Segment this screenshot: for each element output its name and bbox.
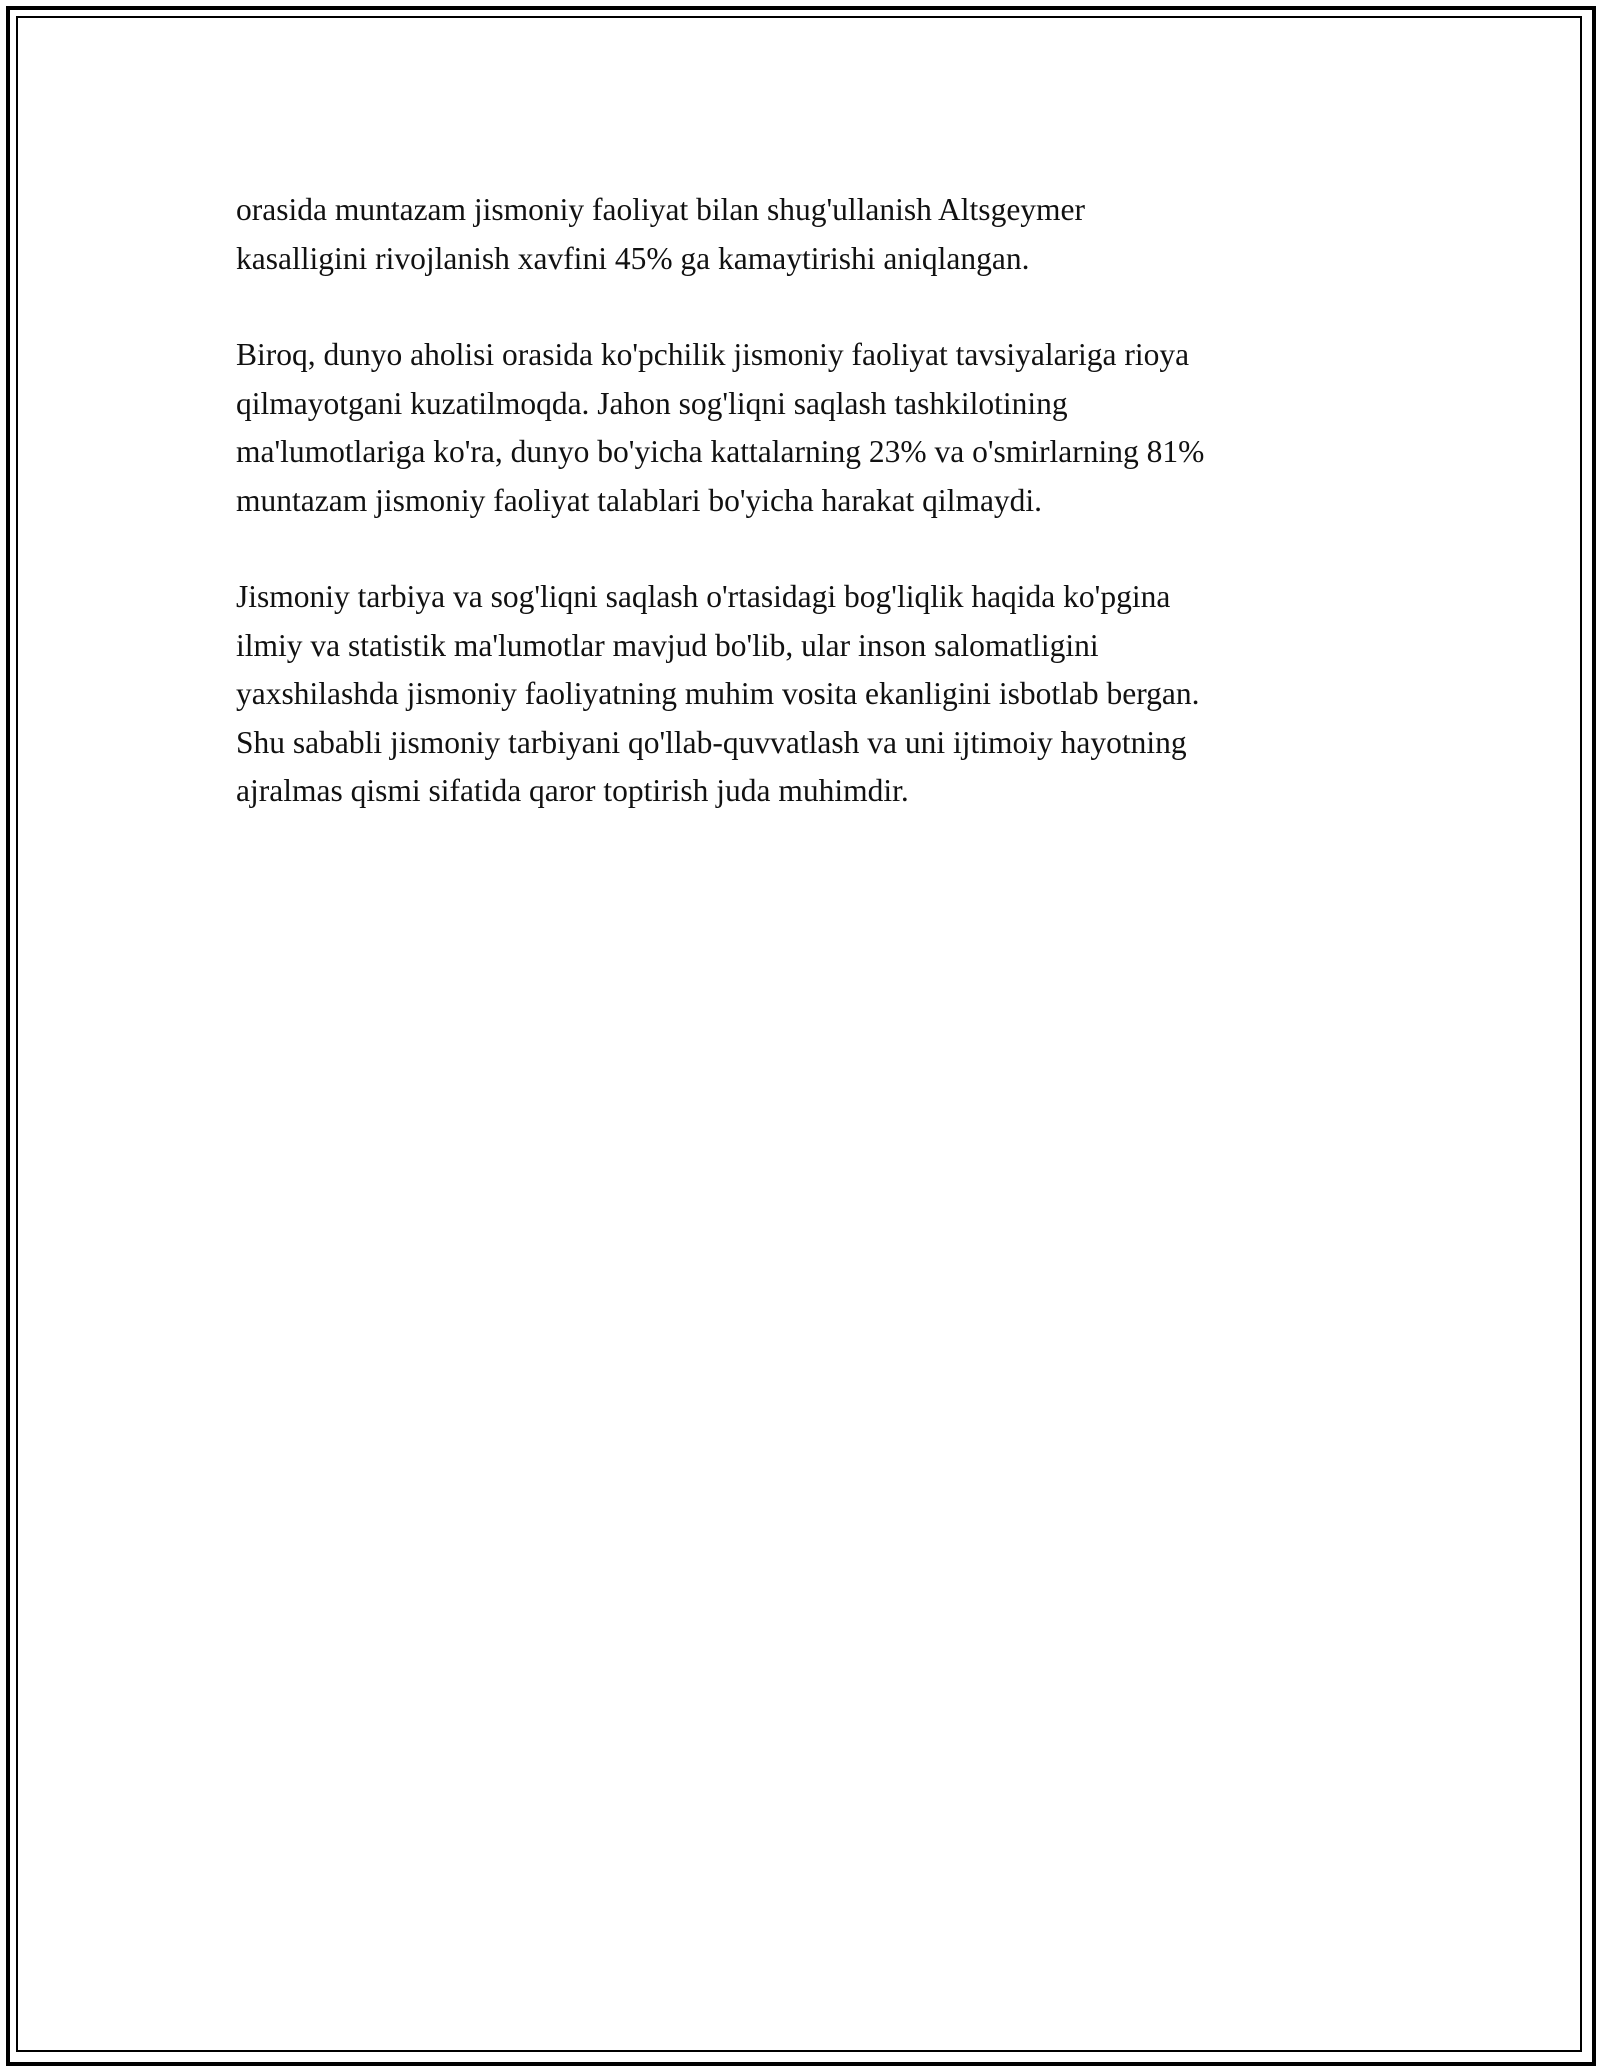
text-line: Shu sababli jismoniy tarbiyani qo'llab-quvvatlash va uni ijtimoiy hayotning (236, 724, 1187, 760)
text-line: kasalligini rivojlanish xavfini 45% ga kamaytirishi aniqlangan. (236, 240, 1030, 276)
text-line: Jismoniy tarbiya va sog'liqni saqlash o'rtasidagi bog'liqlik haqida ko'pgina (236, 579, 1171, 614)
text-line: ajralmas qismi sifatida qaror toptirish juda muhimdir. (236, 773, 909, 808)
text-line: muntazam jismoniy faoliyat talablari bo'yicha harakat qilmaydi. (236, 482, 1043, 518)
text-line: Biroq, dunyo aholisi orasida ko'pchilik jismoniy faoliyat tavsiyalariga rioya (236, 337, 1190, 372)
document-body (236, 186, 1386, 864)
text-line: ilmiy va statistik ma'lumotlar mavjud bo'lib, ular inson salomatligini (236, 627, 1099, 663)
paragraph-1 (236, 186, 1386, 283)
text-line: yaxshilashda jismoniy faoliyatning muhim vosita ekanligini isbotlab bergan. (236, 676, 1200, 711)
text-line: orasida muntazam jismoniy faoliyat bilan shug'ullanish Altsgeymer (236, 192, 1086, 227)
text-line: qilmayotgani kuzatilmoqda. Jahon sog'liqni saqlash tashkilotining (236, 385, 1068, 421)
text-line: ma'lumotlariga ko'ra, dunyo bo'yicha kattalarning 23% va o'smirlarning 81% (236, 434, 1205, 469)
paragraph-2 (236, 331, 1386, 525)
paragraph-3 (236, 573, 1386, 816)
